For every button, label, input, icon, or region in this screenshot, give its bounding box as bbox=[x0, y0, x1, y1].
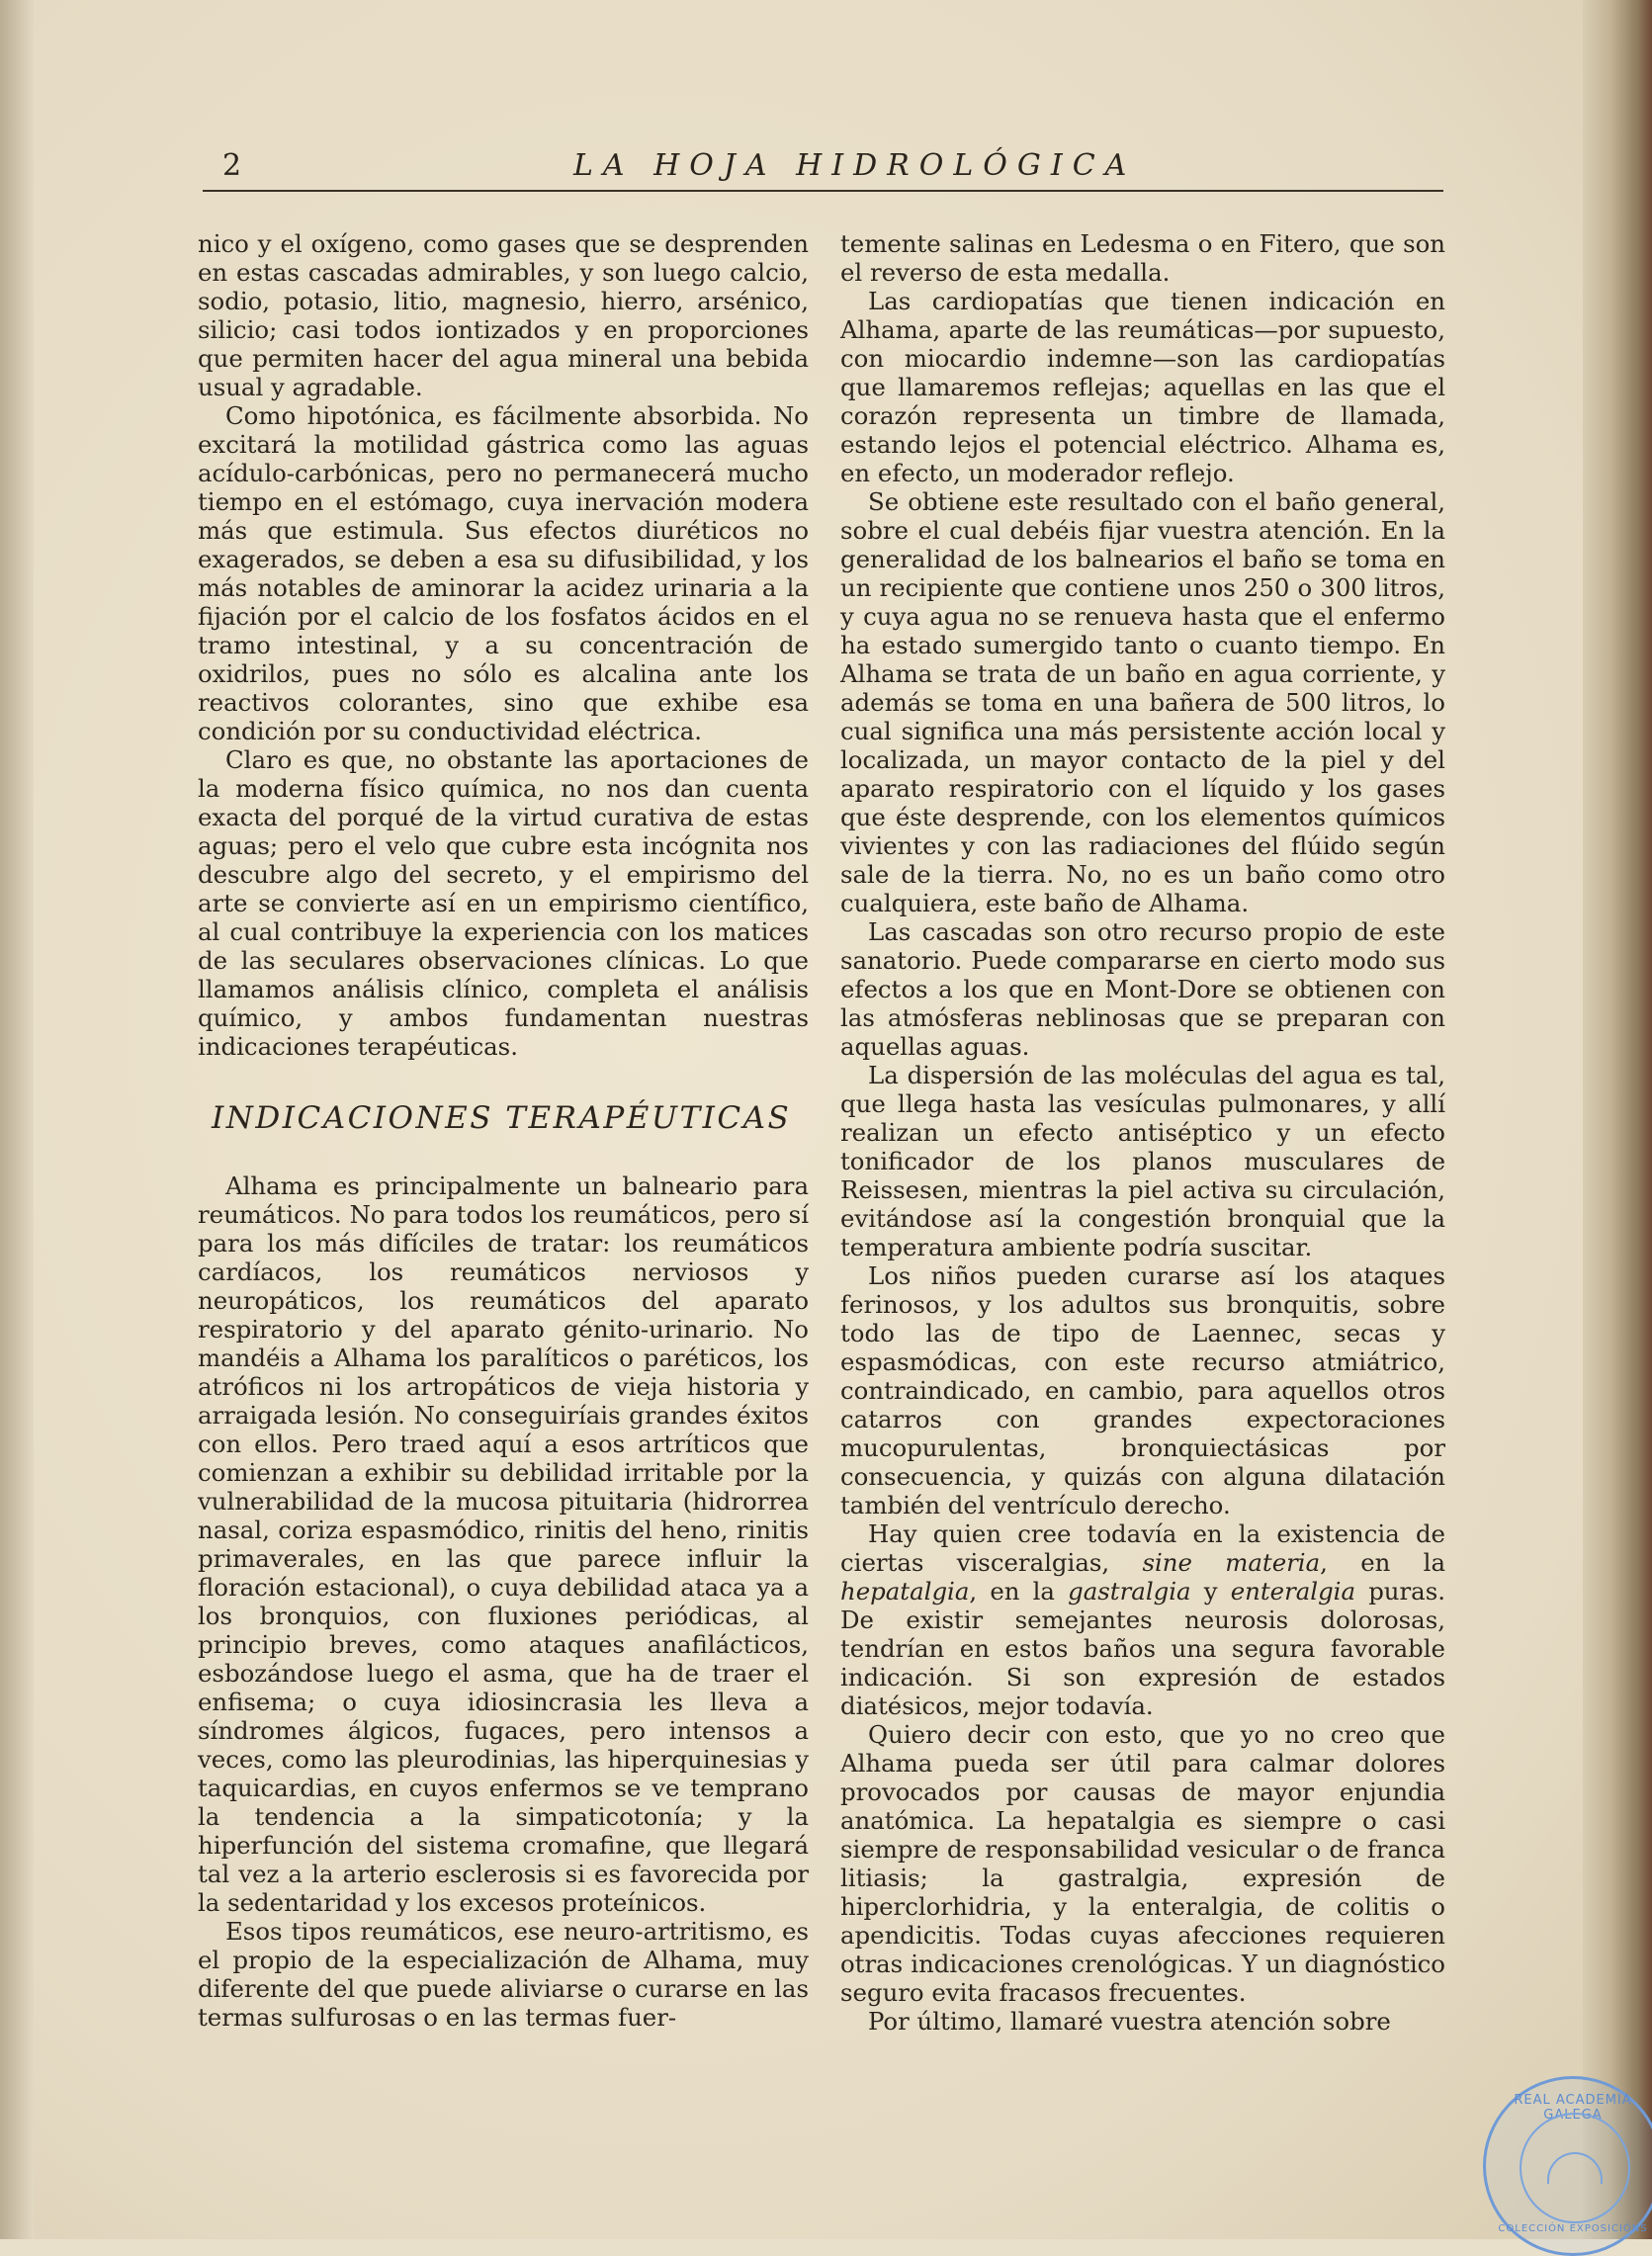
paragraph: Se obtiene este resultado con el baño general, sobre el cual debéis fijar vuestra atención. En la generalidad de los balnearios el baño se toma en un recipiente que contiene unos 250 o 300 litros, y cuya agua no se renueva hasta que el enfermo ha estado sumergido tanto o cuanto tiempo. En Alhama se trata de un baño en agua corriente, y además se toma en una bañera de 500 litros, lo cual significa una más persistente acción local y localizada, un mayor contacto de la piel y del aparato respiratorio con el líquido y los gases que éste desprende, con los elementos químicos vivientes y con las radiaciones del flúido según sale de la tierra. No, no es un baño como otro cualquiera, este baño de Alhama. bbox=[840, 487, 1445, 917]
running-title: LA HOJA HIDROLÓGICA bbox=[573, 148, 1137, 183]
header-rule bbox=[203, 190, 1443, 192]
paragraph-visceralgias bbox=[840, 1519, 1445, 1720]
library-stamp bbox=[1483, 2076, 1652, 2256]
text-run: , en la bbox=[969, 1577, 1069, 1605]
italic-term: enteralgia bbox=[1230, 1577, 1356, 1605]
paragraph: Los niños pueden curarse así los ataques ferinosos, y los adultos sus bronquitis, sobre todo las de tipo de Laennec, secas y espasmódicas, con este recurso atmiátrico, contraindicado, en cambio, para aquellos otros catarros con grandes expectoraciones mucopurulentas, bronquiectásicas por consecuencia, y quizás con alguna dilatación también del ventrículo derecho. bbox=[840, 1261, 1445, 1519]
text-run: , en la bbox=[1320, 1548, 1445, 1577]
paragraph: Alhama es principalmente un balneario para reumáticos. No para todos los reumáticos, pero sí para los más difíciles de tratar: los reumáticos cardíacos, los reumáticos nerviosos y neuropáticos, los reumáticos del aparato respiratorio y del aparato génito-urinario. No mandéis a Alhama los paralíticos o paréticos, los atróficos ni los artropáticos de vieja historia y arraigada lesión. No conseguiríais grandes éxitos con ellos. Pero traed aquí a esos artríticos que comienzan a exhibir su debilidad irritable por la vulnerabilidad de la mucosa pituitaria (hidrorrea nasal, coriza espasmódico, rinitis del heno, rinitis primaverales, en las que parece influir la floración estacional), o cuya debilidad ataca ya a los bronquios, con fluxiones periódicas, al principio breves, como ataques anafilácticos, esbozándose luego el asma, que ha de traer el enfisema; o cuya idiosincrasia les lleva a síndromes álgicos, fugaces, pero intensos a veces, como las pleurodinias, las hiperquinesias y taquicardias, en cuyos enfermos se ve temprano la tendencia a la simpaticotonía; y la hiperfunción del sistema cromafine, que llegará tal vez a la arterio esclerosis si es favorecida por la sedentaridad y los excesos proteínicos. bbox=[198, 1171, 809, 1917]
section-heading: INDICACIONES TERAPÉUTICAS bbox=[212, 1100, 792, 1136]
text-run: puras. De existir semejantes neurosis dolorosas, tendrían en estos baños una segura favorable indicación. Si son expresión de estados diatésicos, mejor todavía. bbox=[840, 1577, 1445, 1720]
stamp-top-text: REAL ACADEMIA GALEGA bbox=[1514, 2093, 1632, 2123]
paragraph: temente salinas en Ledesma o en Fitero, que son el reverso de esta medalla. bbox=[840, 229, 1445, 287]
paragraph: Las cardiopatías que tienen indicación en Alhama, aparte de las reumáticas—por supuesto, con miocardio indemne—son las cardiopatías que llamaremos reflejas; aquellas en las que el corazón representa un timbre de llamada, estando lejos el potencial eléctrico. Alhama es, en efecto, un moderador reflejo. bbox=[840, 287, 1445, 487]
text-run: y bbox=[1190, 1577, 1231, 1605]
paragraph: Quiero decir con esto, que yo no creo que Alhama pueda ser útil para calmar dolores provocados por causas de mayor enjundia anatómica. La hepatalgia es siempre o casi siempre de responsabilidad vesicular o de franca litiasis; la gastralgia, expresión de hiperclorhidria, y la enteralgia, de colitis o apendicitis. Todas cuyas afecciones requieren otras indicaciones crenológicas. Y un diagnóstico seguro evita fracasos frecuentes. bbox=[840, 1720, 1445, 2007]
page-number: 2 bbox=[222, 148, 242, 183]
left-column bbox=[198, 229, 809, 2032]
italic-term: sine materia bbox=[1142, 1548, 1321, 1577]
page-header bbox=[203, 148, 1443, 188]
text-run: Hay quien cree todavía en la existencia de ciertas visceralgias, bbox=[840, 1519, 1445, 1577]
italic-term: hepatalgia bbox=[840, 1577, 970, 1605]
right-column bbox=[840, 229, 1445, 2036]
paragraph: Las cascadas son otro recurso propio de este sanatorio. Puede compararse en cierto modo sus efectos a los que en Mont-Dore se obtienen con las atmósferas neblinosas que se preparan con aquellas aguas. bbox=[840, 917, 1445, 1061]
italic-term: gastralgia bbox=[1068, 1577, 1191, 1605]
paragraph: Como hipotónica, es fácilmente absorbida. No excitará la motilidad gástrica como las aguas acídulo-carbónicas, pero no permanecerá mucho tiempo en el estómago, cuya inervación modera más que estimula. Sus efectos diuréticos no exagerados, se deben a esa su difusibilidad, y los más notables de aminorar la acidez urinaria a la fijación por el calcio de los fosfatos ácidos en el tramo intestinal, y a su concentración de oxidrilos, pues no sólo es alcalina ante los reactivos colorantes, sino que exhibe esa condición por su conductividad eléctrica. bbox=[198, 401, 809, 745]
paragraph: Esos tipos reumáticos, ese neuro-artritismo, es el propio de la especialización de Alhama, muy diferente del que puede aliviarse o curarse en las termas sulfurosas o en las termas fuer- bbox=[198, 1917, 809, 2032]
paragraph: Por último, llamaré vuestra atención sobre bbox=[868, 2007, 1391, 2036]
paragraph: nico y el oxígeno, como gases que se desprenden en estas cascadas admirables, y son luego calcio, sodio, potasio, litio, magnesio, hierro, arsénico, silicio; casi todos iontizados y en proporciones que permiten hacer del agua mineral una bebida usual y agradable. bbox=[198, 229, 809, 401]
stamp-bottom-text: COLECCIÓN EXPOSICIÓNS bbox=[1498, 2223, 1648, 2234]
paragraph: La dispersión de las moléculas del agua es tal, que llega hasta las vesículas pulmonares, y allí realizan un efecto antiséptico y un efecto tonificador de los planos musculares de Reissesen, mientras la piel activa su circulación, evitándose así la congestión bronquial que la temperatura ambiente podría suscitar. bbox=[840, 1061, 1445, 1261]
paragraph: Claro es que, no obstante las aportaciones de la moderna físico química, no nos dan cuenta exacta del porqué de la virtud curativa de estas aguas; pero el velo que cubre esta incógnita nos descubre algo del secreto, y el empirismo del arte se convierte así en un empirismo científico, al cual contribuye la experiencia con los matices de las seculares observaciones clínicas. Lo que llamamos análisis clínico, completa el análisis químico, y ambos fundamentan nuestras indicaciones terapéuticas. bbox=[198, 745, 809, 1061]
page-edge bbox=[1583, 0, 1652, 2239]
binding-shadow bbox=[0, 0, 34, 2239]
